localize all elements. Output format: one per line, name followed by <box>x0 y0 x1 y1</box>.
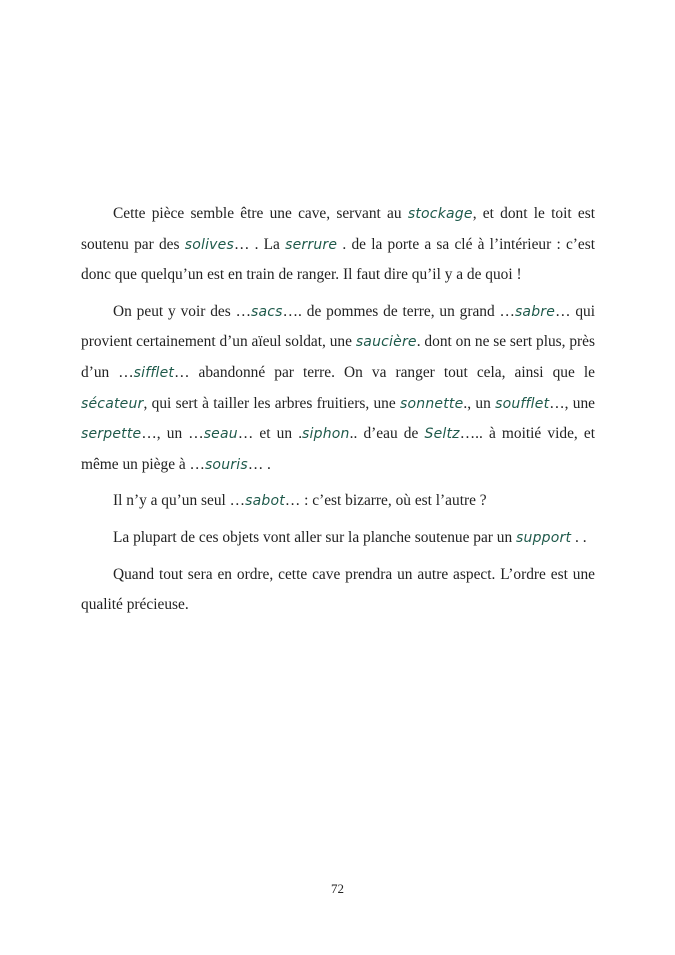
text-run: ….. à moitié vide, et même un piège à … <box>81 425 596 473</box>
text-run: On peut y voir des … <box>113 302 251 320</box>
text-run: .. d’eau de <box>349 425 425 443</box>
handwritten-word: serpette <box>81 426 142 443</box>
handwritten-word: souris <box>204 456 248 473</box>
handwritten-word: Seltz <box>424 426 460 443</box>
text-run: … : c’est bizarre, où est l’autre ? <box>284 492 487 510</box>
text-run: …. de pommes de terre, un grand … <box>282 302 515 320</box>
paragraph-2 <box>81 297 595 481</box>
body-text <box>81 199 595 627</box>
handwritten-word: serrure <box>285 236 338 253</box>
paragraph-3 <box>81 486 595 517</box>
handwritten-word: siphon <box>302 426 350 443</box>
text-run: …, une <box>549 394 596 412</box>
handwritten-word: saucière <box>355 334 417 351</box>
handwritten-word: solives <box>184 236 234 253</box>
paragraph-4 <box>81 523 595 554</box>
text-run: … . <box>247 455 271 473</box>
text-run: … et un . <box>237 425 303 443</box>
text-run: Il n’y a qu’un seul … <box>113 492 246 510</box>
text-run: La plupart de ces objets vont aller sur la planche soutenue par un <box>113 528 517 546</box>
text-run: . dont on ne se sert plus, près d’un … <box>81 333 595 381</box>
handwritten-word: sabre <box>514 303 556 320</box>
handwritten-word: sacs <box>250 303 283 320</box>
paragraph-5 <box>81 560 595 621</box>
text-run: … abandonné par terre. On va ranger tout cela, ainsi que le <box>174 363 595 381</box>
handwritten-word: sonnette <box>400 395 464 412</box>
text-run: …, un … <box>141 425 204 443</box>
text-run: . . <box>571 528 587 546</box>
handwritten-word: support <box>516 529 572 546</box>
handwritten-word: sabot <box>245 493 285 510</box>
text-run: . de la porte a sa clé à l’intérieur : c’est donc que quelqu’un est en train de ranger. Il faut dire qu’il y a de quoi ! <box>81 235 595 284</box>
text-run: … . La <box>233 235 286 253</box>
text-run: … qui provient certainement d’un aïeul soldat, une <box>81 302 595 351</box>
handwritten-word: sécateur <box>81 395 144 412</box>
text-run: , qui sert à tailler les arbres fruitiers, une <box>143 394 400 412</box>
handwritten-word: stockage <box>407 206 473 222</box>
handwritten-word: sifflet <box>133 364 175 381</box>
paragraph-1 <box>81 199 595 291</box>
text-run: Cette pièce semble être une cave, servant au <box>113 205 408 222</box>
handwritten-word: soufflet <box>495 395 550 412</box>
page-number: 72 <box>331 881 344 896</box>
handwritten-word: seau <box>203 426 238 443</box>
text-run: Quand tout sera en ordre, cette cave prendra un autre aspect. L’ordre est une qualité précieuse. <box>81 565 595 614</box>
text-run: , et dont le toit est soutenu par des <box>81 205 595 253</box>
text-run: ., un <box>463 394 496 412</box>
